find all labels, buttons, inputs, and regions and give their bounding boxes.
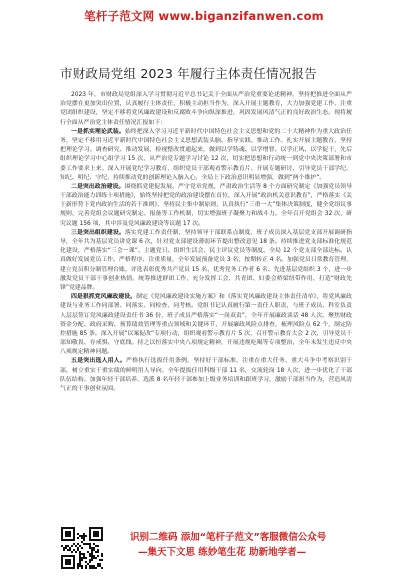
section-3-body: 落实党建工作责任制，坚持领导干部联系点制度，班子成员深入基层党支部开展调研指导，全年共为基层党员讲党课 6 次，针对党支部建设薄弱环节提出整改意见 18 条。持续推进党支部标准化规范化建设，严格落实“三会一课”、主题党日、组织生活会、民主评议党员等制度，全局 12 个党支部全部达标。认真做好发展党员工作，严格程序、注重质量，全年发展预备党员 3 名，按期转正 4 名。加强党员日常教育管理，建立党员积分制管理台账，评选表彰优秀共产党员 15 名、优秀党务工作者 6 名、先进基层党组织 3 个，进一步激发党员干部干事创业热情。统筹推进群团工作，充分发挥工会、共青团、妇委会桥梁纽带作用，打造“财政先锋”党建品牌。 (60, 229, 353, 291)
section-1-heading: 一是抓实理论武装。 (71, 128, 125, 135)
section-4-heading: 四是狠抓党风廉政建设。 (71, 294, 137, 301)
section-1-body: 始终把深入学习习近平新时代中国特色社会主义思想和党的二十大精神作为重大政治任务，坚定不移用习近平新时代中国特色社会主义思想武装头脑、指导实践、推动工作。扎实开展主题教育，坚持把理论学习、调查研究、推动发展、检视整改贯通起来，做到以学铸魂、以学增智、以学正风、以学促干，先后组织理论学习中心组学习 15 次，从严治党专题学习讨论 12 次，切实把思想和行动统一到党中央决策部署和市委工作要求上来。深入开展党纪学习教育，组织党员干部观看警示教育片、开展专题研讨，引导党员干部学纪、知纪、明纪、守纪，持续推动党的创新理论入脑入心，全局上下政治意识明显增强，做到“两个维护”。 (60, 128, 353, 181)
footer-line-1: 识别二维码 添加“笔杆子范文”客服微信公众号 (130, 532, 327, 543)
section-2 (60, 183, 352, 229)
section-5 (60, 357, 352, 394)
section-4 (60, 293, 352, 357)
section-3-heading: 三是突出组织建设。 (71, 229, 125, 236)
section-3 (60, 229, 352, 293)
section-5-body: 严格执行选拔任用条例，坚持好干部标准，注重在重大任务、重大斗争中考察识别干部，树立重实干重实绩的鲜明用人导向。全年提拔任用科级干部 11 名，交流轮岗 18 人次，进一步优化了干部队伍结构。加强年轻干部培养，选派 8 名年轻干部参加上级业务培训和跟班学习，激励干部担当作为，营造风清气正的干事创业氛围。 (60, 358, 353, 392)
site-watermark: 笔杆子范文网 www.biganzifanwen.com (84, 9, 324, 23)
intro-paragraph: 2023 年，市财政局党组深入学习贯彻习近平总书记关于全面从严治党重要论述精神，坚持把推进全面从严治党摆在更加突出位置，认真履行主体责任，积极主动担当作为，深入开展主题教育，大力加强党建工作，注重党团组织建设，坚定不移将党风廉政建设和反腐败斗争向纵深推进，巩固发展风清气正的良好政治生态。现将履行全面从严治党主体责任情况汇报如下： (60, 92, 352, 126)
section-2-body: 围绕抓党建促发展、严守党章党规，严肃政治生活等 8 个方面研究制定《加强党员领导干部政治能力训练十项措施》，始终坚持把党的政治建设摆在首位，深入开展“政治机关意识教育”，严格落实《关于新形势下党内政治生活的若干准则》，坚持民主集中制原则，认真执行“三重一大”集体决策制度，健全党组议事规则，完善党组会议题研究制定、报备等工作机制，切实增强班子凝聚力和战斗力。全年召开党组会 32 次，研究议题 156 项，其中涉及党风廉政建设等议题 17 次。 (60, 183, 353, 227)
footer-text (130, 530, 350, 560)
section-4-body: 制定《党风廉政建设实施方案》和《落实党风廉政建设主体责任清单》，将党风廉政建设与业务工作同部署、同落实、同检查、同考核。党组书记认真履行第一责任人职责，与班子成员、科室负责人层层签订党风廉政建设责任书 36 份，班子成员严格落实“一岗双责”，全年开展廉政谈话 48 人次。聚焦财政资金分配、政府采购、预算绩效管理等重点领域和关键环节，开展廉政风险点排查，梳理风险点 62 个，制定防控措施 85 条。深入开展“以案促改”专项行动，组织观看警示教育片 5 次，召开警示教育大会 2 次，引导党员干部知敬畏、存戒惧、守底线。持之以恒落实中央八项规定精神，开展违规吃喝等专项整治，全年未发生违反中央八项规定精神问题。 (60, 294, 352, 356)
section-2-heading: 二是突出政治建设。 (71, 183, 125, 190)
section-1 (60, 128, 352, 183)
qr-code-icon[interactable] (60, 526, 104, 570)
section-5-heading: 五是突出选人用人。 (71, 358, 127, 365)
footer-line-2: —集天下文思 练妙笔生花 助新地学者— (138, 547, 307, 558)
footer-banner (60, 526, 360, 572)
page-title: 市财政局党组 2023 年履行主体责任情况报告 (60, 66, 317, 81)
document-body (60, 91, 352, 394)
